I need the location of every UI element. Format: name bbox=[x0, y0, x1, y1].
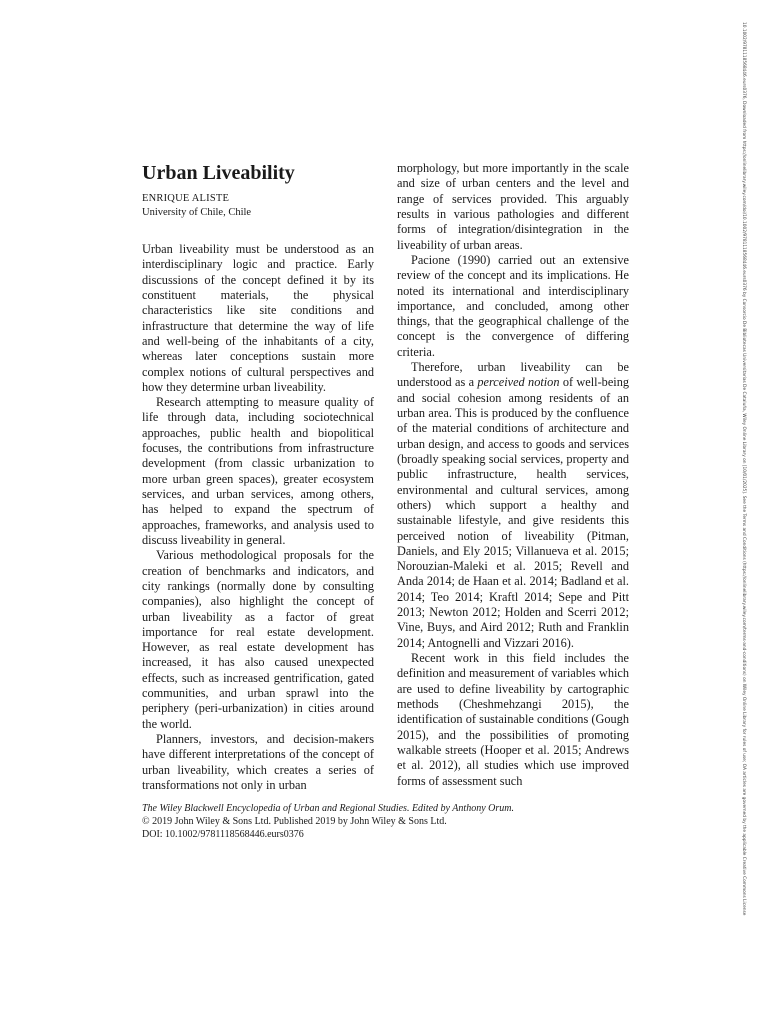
paragraph: Recent work in this field includes the definition and measurement of variables which are used to define liveability by cartographic methods (Cheshmehzangi 2015), the identification of sustainable conditions (Gough 2015), and the possibilities of promoting walkable streets (Hooper et al. 2015; Andrews et al. 2012), all studies which use improved forms of assessment such bbox=[397, 651, 629, 788]
encyclopedia-citation: The Wiley Blackwell Encyclopedia of Urban and Regional Studies. Edited by Anthony Orum. bbox=[142, 803, 514, 814]
paragraph-text: Therefore, urban liveability can be understood as a bbox=[397, 360, 629, 390]
citation-footer bbox=[142, 802, 632, 841]
author-affiliation: University of Chile, Chile bbox=[142, 207, 252, 218]
copyright-line: © 2019 John Wiley & Sons Ltd. Published 2019 by John Wiley & Sons Ltd. bbox=[142, 816, 447, 827]
paragraph: Various methodological proposals for the creation of benchmarks and indicators, and city rankings (normally done by consulting companies), also highlight the concept of urban liveability as a factor of great importance for real estate development. However, as real estate development has increased, it has also caused unexpected effects, such as increased gentrification, gated communities, and urban sprawl into the periphery (peri-urbanization) in cities around the world. bbox=[142, 548, 374, 731]
left-text-column bbox=[142, 242, 374, 793]
download-notice-sidebar: 10.1002/9781118568446.eurs0376, Downloaded from https://onlinelibrary.wiley.com/doi/10.1002/9781118568446.eurs0376 by Consorcio De Bibliotecas Universitarias De Cataluña, Wiley Online Library on [10/01/2025]. See the Terms and Conditions (https://onlinelibrary.wiley.com/terms-and-conditions) on Wiley Online Library for rules of use; OA articles are governed by the applicable Creative Commons License bbox=[741, 22, 746, 916]
paragraph: Pacione (1990) carried out an extensive review of the concept and its implications. He noted its international and interdisciplinary importance, and concluded, among other things, that the geographical challenge of the concept is the convergence of differing criteria. bbox=[397, 252, 629, 359]
paragraph: morphology, but more importantly in the scale and size of urban centers and the level and range of services provided. This arguably results in various pathologies and different forms of integration/disintegration in the liveability of urban areas. bbox=[397, 161, 629, 252]
emphasized-term: perceived notion bbox=[477, 375, 560, 390]
paragraph bbox=[397, 360, 629, 651]
doi-line: DOI: 10.1002/9781118568446.eurs0376 bbox=[142, 829, 304, 840]
article-author: ENRIQUE ALISTE bbox=[142, 193, 230, 204]
paragraph: Planners, investors, and decision-makers have different interpretations of the concept of urban liveability, which creates a series of transformations not only in urban bbox=[142, 732, 374, 792]
paragraph-text: of well-being and social cohesion among residents of an urban area. This is produced by the confluence of the material conditions of architecture and urban design, and access to goods and services (broadly speaking social services, property and public infrastructure, health services, environmental and cultural services, among others) which support a healthy and sustainable lifestyle, and give residents this perceived notion of liveability (Pitman, Daniels, and Ely 2015; Villanueva et al. 2015; Norouzian-Maleki et al. 2015; Revell and Anda 2014; de Haan et al. 2014; Badland et al. 2014; Teo 2014; Kraftl 2014; Sepe and Pitt 2013; Newton 2012; Holden and Scerri 2012; Vine, Buys, and Aird 2012; Ruth and Franklin 2014; Antognelli and Vizzari 2016). bbox=[397, 375, 629, 650]
right-text-column bbox=[397, 161, 629, 789]
paragraph: Research attempting to measure quality of life through data, including sociotechnical approaches, public health and biopolitical focuses, the contributions from infrastructure development (from classic urbanization to more urban green spaces), greater ecosystem services, and urban services, among others, has helped to expand the spectrum of approaches, frameworks, and analysis used to discuss liveability in general. bbox=[142, 395, 374, 547]
article-title: Urban Liveability bbox=[142, 162, 295, 184]
paragraph: Urban liveability must be understood as an interdisciplinary logic and practice. Early discussions of the concept defined it by its constituent materials, the physical characteristics like site conditions and infrastructure that determine the way of life and well-being of the inhabitants of a city, whereas later conceptions sustain more complex notions of cultural perspectives and how they determine urban liveability. bbox=[142, 242, 374, 394]
